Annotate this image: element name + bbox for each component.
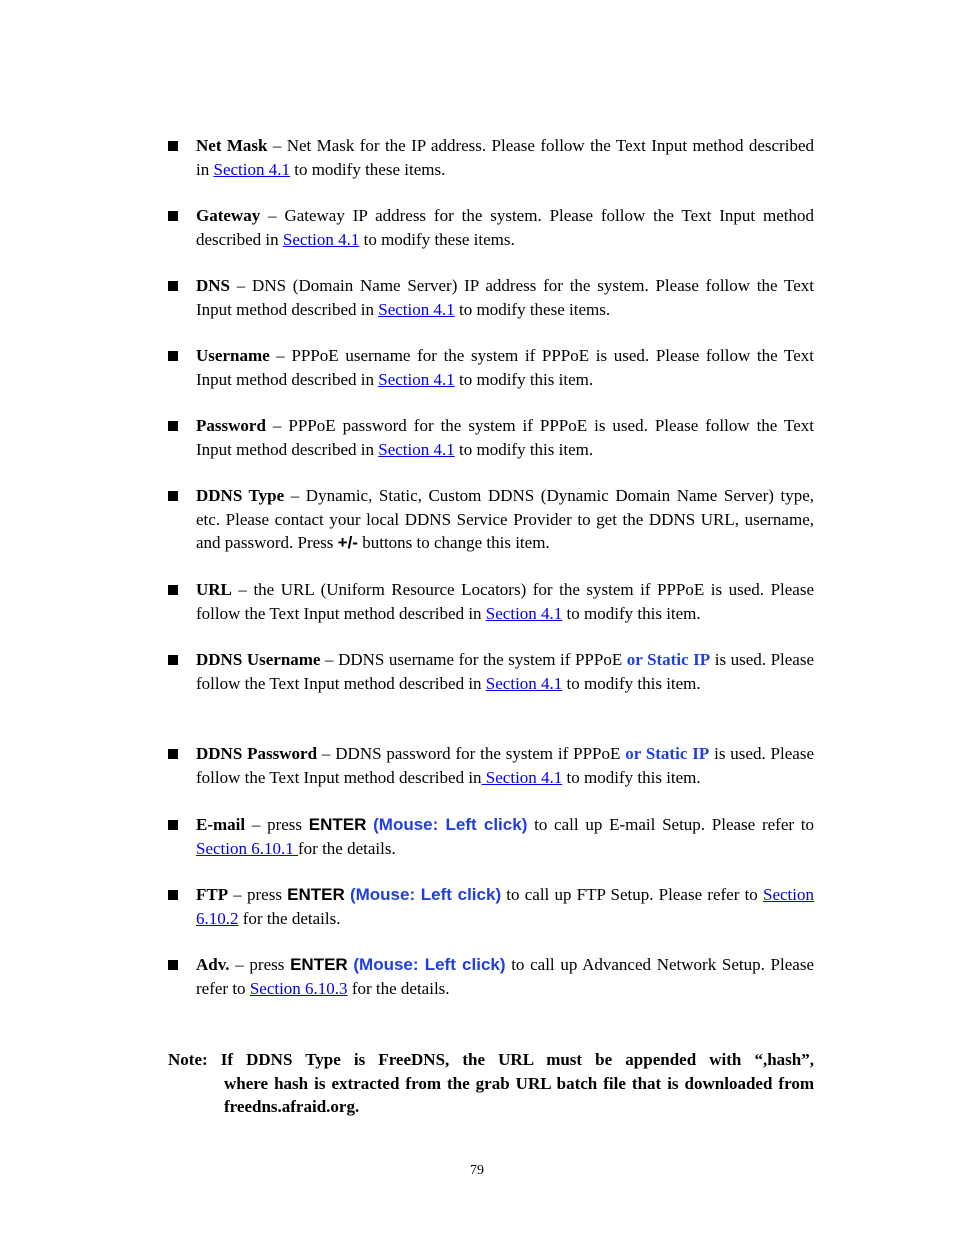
item-text: Password – PPPoE password for the system if PPPoE is used. Please follow the Text Input method described in Section 4.1 to modify this item. (196, 416, 814, 459)
item-text: Username – PPPoE username for the system if PPPoE is used. Please follow the Text Input method described in Section 4.1 to modify this item. (196, 346, 814, 389)
section-link[interactable]: Section 6.10.1 (196, 838, 298, 858)
item-term: Username (196, 346, 270, 365)
enter-key: ENTER (290, 955, 348, 974)
mouse-left-click: (Mouse: Left click) (373, 815, 528, 834)
item-term: FTP (196, 885, 229, 904)
note-line-1: Note: If DDNS Type is FreeDNS, the URL must be appended with “,hash”, (168, 1050, 814, 1069)
item-text: DDNS Username – DDNS username for the system if PPPoE or Static IP is used. Please follow the Text Input method described in Section 4.1 to modify this item. (196, 650, 814, 693)
item-text: DDNS Type – Dynamic, Static, Custom DDNS (Dynamic Domain Name Server) type, etc. Please contact your local DDNS Service Provider to get the DDNS URL, username, and password. Press +/- buttons to change this item. (196, 486, 814, 552)
section-link[interactable]: Section 4.1 (378, 299, 455, 319)
note-block (168, 1048, 814, 1119)
section-link[interactable]: Section 4.1 (378, 439, 455, 459)
section-link[interactable]: Section 6.10.3 (249, 978, 348, 998)
item-term: DDNS Username (196, 650, 321, 669)
square-bullet-icon (168, 655, 178, 665)
square-bullet-icon (168, 351, 178, 361)
list-item-url (168, 578, 814, 625)
enter-key: ENTER (308, 815, 367, 834)
list-item-net-mask (168, 134, 814, 181)
static-ip-highlight: or Static IP (625, 744, 710, 763)
square-bullet-icon (168, 141, 178, 151)
square-bullet-icon (168, 749, 178, 759)
list-item-dns (168, 274, 814, 321)
item-term: Password (196, 416, 266, 435)
square-bullet-icon (168, 890, 178, 900)
item-term: E-mail (196, 815, 246, 834)
list-item-ddns-username (168, 648, 814, 695)
section-link[interactable]: Section 4.1 (485, 673, 563, 693)
item-term: Adv. (196, 955, 230, 974)
page-number: 79 (470, 1163, 484, 1178)
square-bullet-icon (168, 491, 178, 501)
section-link[interactable]: Section 4.1 (282, 229, 360, 249)
item-text: DDNS Password – DDNS password for the system if PPPoE or Static IP is used. Please follow the Text Input method described in Section 4.1 to modify this item. (196, 744, 814, 787)
section-link[interactable]: Section 4.1 (485, 603, 563, 623)
section-link[interactable]: Section 6.10.2 (196, 885, 814, 928)
item-text: URL – the URL (Uniform Resource Locators) for the system if PPPoE is used. Please follow the Text Input method described in Section 4.1 to modify this item. (196, 580, 814, 623)
item-term: Net Mask (196, 136, 268, 155)
item-text: E-mail – press ENTER (Mouse: Left click) to call up E-mail Setup. Please refer to Section 6.10.1 for the details. (196, 815, 814, 858)
item-text: Gateway – Gateway IP address for the system. Please follow the Text Input method described in Section 4.1 to modify these items. (196, 206, 814, 249)
list-item-ftp (168, 883, 814, 930)
item-text: Adv. – press ENTER (Mouse: Left click) to call up Advanced Network Setup. Please refer to Section 6.10.3 for the details. (196, 955, 814, 998)
item-text: FTP – press ENTER (Mouse: Left click) to call up FTP Setup. Please refer to Section 6.10.2 for the details. (196, 885, 814, 928)
item-term: Gateway (196, 206, 261, 225)
list-item-password (168, 414, 814, 461)
note-continuation: where hash is extracted from the grab URL batch file that is downloaded from freedns.afraid.org. (224, 1073, 814, 1116)
list-item-ddns-password (168, 742, 814, 789)
static-ip-highlight: or Static IP (626, 650, 711, 669)
list-item-gateway (168, 204, 814, 251)
item-term: URL (196, 580, 232, 599)
section-link[interactable]: Section 4.1 (378, 369, 455, 389)
list-item-ddns-type (168, 484, 814, 555)
square-bullet-icon (168, 281, 178, 291)
mouse-left-click: (Mouse: Left click) (349, 885, 502, 904)
enter-key: ENTER (287, 885, 345, 904)
item-term: DNS (196, 276, 231, 295)
list-item-username (168, 344, 814, 391)
mouse-left-click: (Mouse: Left click) (353, 955, 506, 974)
list-item-email (168, 813, 814, 860)
item-text: DNS – DNS (Domain Name Server) IP address for the system. Please follow the Text Input method described in Section 4.1 to modify these items. (196, 276, 814, 319)
section-link[interactable]: Section 4.1 (213, 159, 290, 179)
section-link[interactable]: Section 4.1 (481, 767, 563, 787)
item-text: Net Mask – Net Mask for the IP address. Please follow the Text Input method described in Section 4.1 to modify these items. (196, 136, 814, 179)
item-term: DDNS Type (196, 486, 285, 505)
square-bullet-icon (168, 960, 178, 970)
plus-minus-key: +/- (337, 533, 358, 552)
item-term: DDNS Password (196, 744, 318, 763)
square-bullet-icon (168, 421, 178, 431)
square-bullet-icon (168, 585, 178, 595)
square-bullet-icon (168, 211, 178, 221)
list-item-adv (168, 953, 814, 1000)
square-bullet-icon (168, 820, 178, 830)
